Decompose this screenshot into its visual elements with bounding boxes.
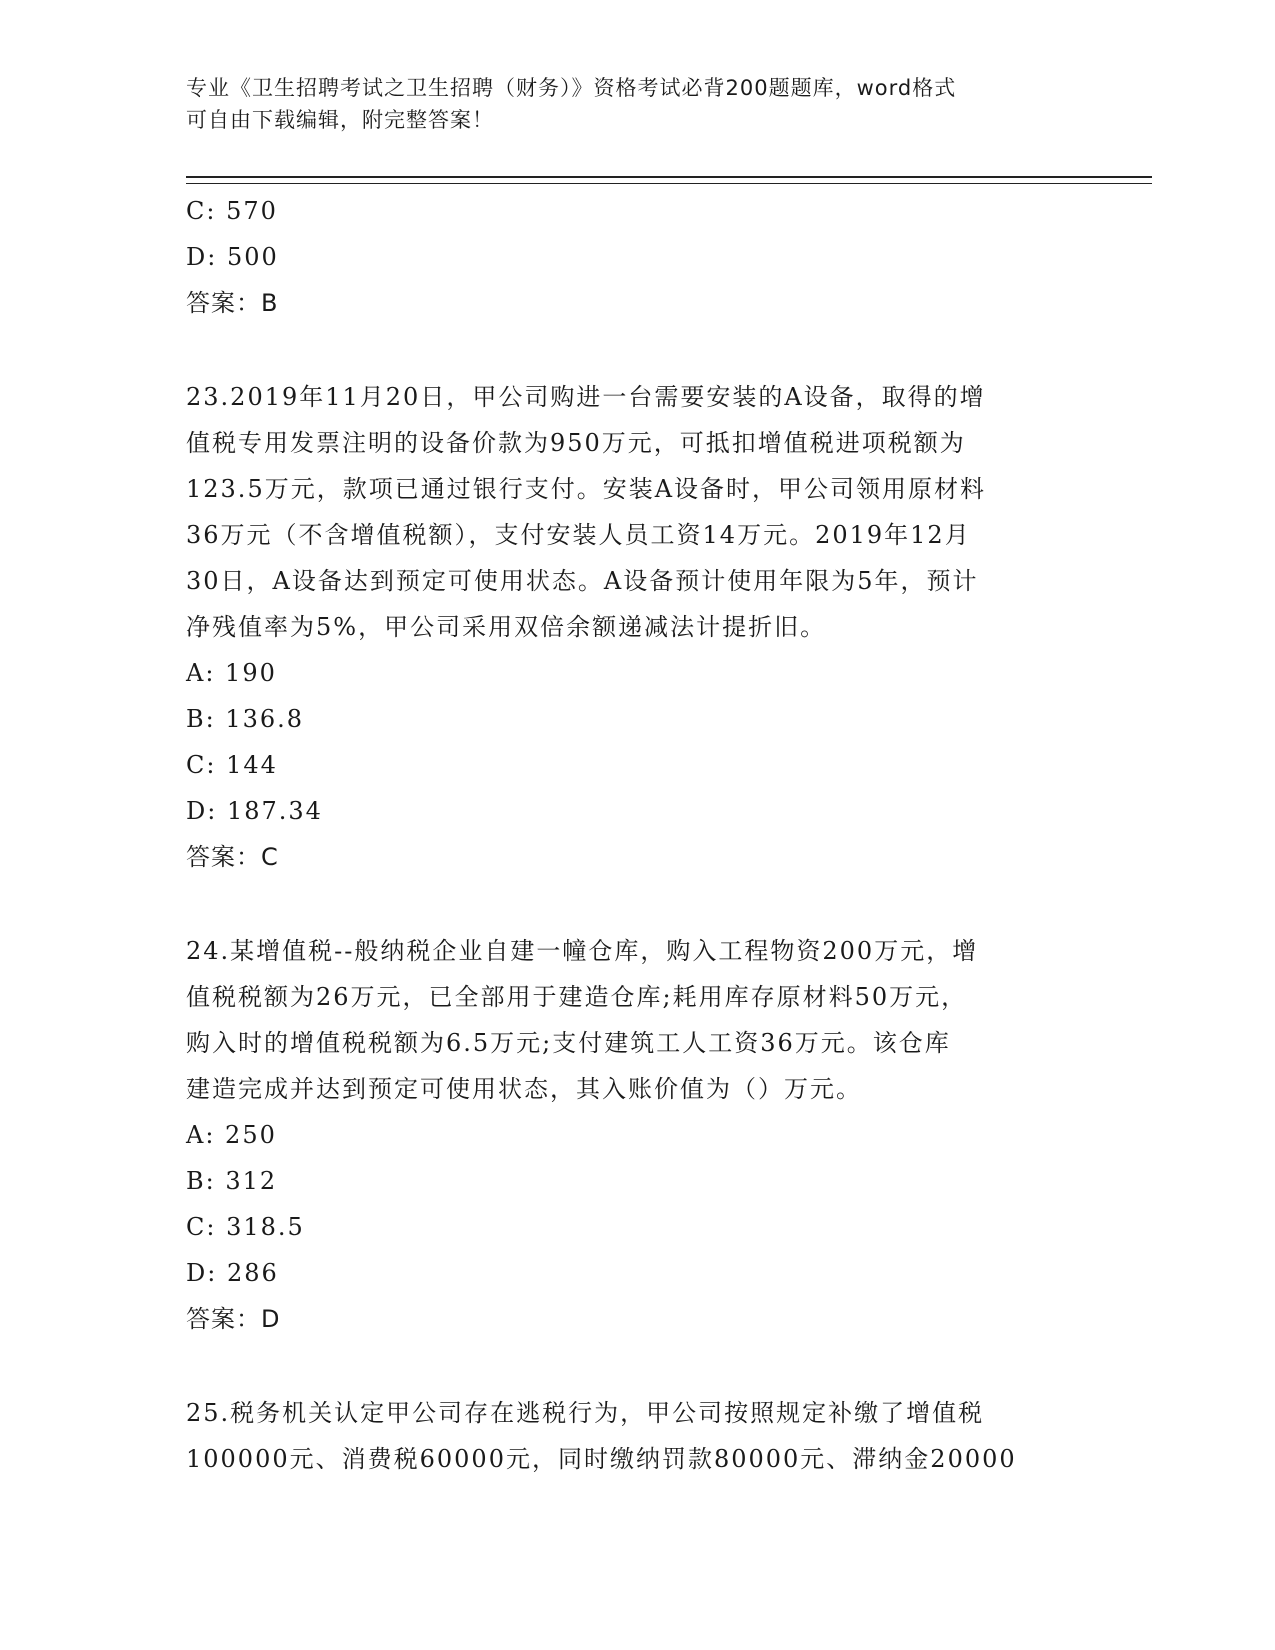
question-24: [186, 928, 1086, 1342]
header-title-line-2: 可自由下载编辑，附完整答案！: [186, 108, 494, 132]
question-line: 23.2019年11月20日，甲公司购进一台需要安装的A设备，取得的增: [186, 383, 986, 411]
answer-label: 答案：D: [186, 1305, 281, 1333]
question-line: 30日，A设备达到预定可使用状态。A设备预计使用年限为5年，预计: [186, 567, 979, 595]
question-line: 123.5万元，款项已通过银行支付。安装A设备时，甲公司领用原材料: [186, 475, 987, 503]
question-line: 36万元（不含增值税额），支付安装人员工资14万元。2019年12月: [186, 521, 971, 549]
question-line: 购入时的增值税税额为6.5万元;支付建筑工人工资36万元。该仓库: [186, 1029, 951, 1057]
question-line: 值税税额为26万元，已全部用于建造仓库;耗用库存原材料50万元，: [186, 983, 968, 1011]
option-d: D: 500: [186, 243, 279, 271]
option-c: C: 144: [186, 751, 278, 779]
spacer: [186, 326, 1086, 374]
question-text: [186, 928, 1086, 1112]
question-line: 建造完成并达到预定可使用状态，其入账价值为（）万元。: [186, 1075, 862, 1103]
document-header: [186, 72, 1076, 136]
spacer: [186, 1342, 1086, 1390]
question-line: 值税专用发票注明的设备价款为950万元，可抵扣增值税进项税额为: [186, 429, 966, 457]
question-23: [186, 374, 1086, 880]
question-line: 25.税务机关认定甲公司存在逃税行为，甲公司按照规定补缴了增值税: [186, 1399, 985, 1427]
answer-label: 答案：C: [186, 843, 279, 871]
question-22-tail: [186, 188, 1086, 326]
question-text: [186, 1390, 1086, 1482]
document-body: [186, 188, 1086, 1482]
option-b: B: 136.8: [186, 705, 305, 733]
option-b: B: 312: [186, 1167, 278, 1195]
question-line: 100000元、消费税60000元，同时缴纳罚款80000元、滞纳金20000: [186, 1445, 1017, 1473]
header-title-line-1: 专业《卫生招聘考试之卫生招聘（财务）》资格考试必背200题题库，word格式: [186, 76, 957, 100]
question-line: 净残值率为5%，甲公司采用双倍余额递减法计提折旧。: [186, 613, 827, 641]
question-line: 24.某增值税--般纳税企业自建一幢仓库，购入工程物资200万元，增: [186, 937, 979, 965]
spacer: [186, 880, 1086, 928]
question-text: [186, 374, 1086, 650]
question-25: [186, 1390, 1086, 1482]
option-a: A: 250: [186, 1121, 277, 1149]
option-d: D: 286: [186, 1259, 279, 1287]
header-divider-thin: [186, 183, 1152, 184]
option-c: C: 570: [186, 197, 278, 225]
answer-label: 答案：B: [186, 289, 279, 317]
header-divider-thick: [186, 176, 1152, 178]
option-c: C: 318.5: [186, 1213, 305, 1241]
option-d: D: 187.34: [186, 797, 323, 825]
option-a: A: 190: [186, 659, 277, 687]
